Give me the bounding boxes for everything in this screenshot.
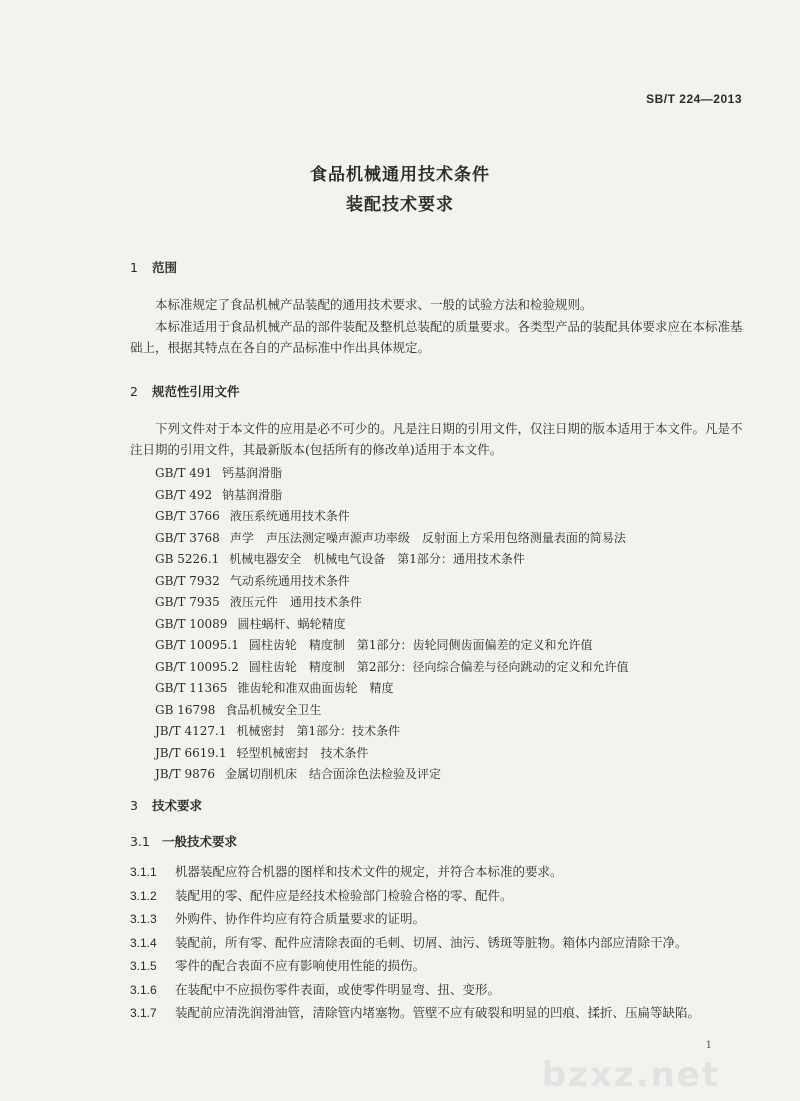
reference-code: GB/T 7932 (155, 573, 220, 588)
section-1-paragraph-1: 本标准规定了食品机械产品装配的通用技术要求、一般的试验方法和检验规则。 (155, 297, 593, 312)
reference-item (155, 765, 441, 782)
requirement-item (130, 886, 513, 904)
requirement-number: 3.1.5 (130, 959, 157, 973)
reference-code: GB/T 10089 (155, 616, 228, 631)
requirement-number: 3.1.3 (130, 912, 157, 926)
reference-item (155, 701, 321, 718)
subsection-3-1-heading: 3.1 一般技术要求 (130, 834, 238, 849)
requirement-item (130, 980, 500, 998)
section-3-heading: 3 技术要求 (130, 798, 203, 813)
document-title: 食品机械通用技术条件 (310, 165, 490, 185)
reference-title: 轻型机械密封 技术条件 (236, 745, 369, 760)
reference-title: 液压元件 通用技术条件 (229, 595, 362, 609)
requirement-number: 3.1.6 (130, 982, 157, 997)
requirement-number: 3.1.1 (130, 865, 157, 879)
requirement-number: 3.1.4 (130, 935, 157, 950)
reference-item (155, 615, 345, 632)
reference-title: 金属切削机床 结合面涂色法检验及评定 (225, 767, 442, 781)
section-2-heading: 2 规范性引用文件 (130, 384, 240, 399)
reference-code: GB/T 492 (155, 487, 213, 502)
reference-code: GB 5226.1 (155, 552, 220, 566)
reference-item (155, 572, 350, 589)
requirement-text: 在装配中不应损伤零件表面，或使零件明显弯、扭、变形。 (175, 981, 501, 997)
reference-item (155, 507, 350, 524)
section-2-intro: 下列文件对于本文件的应用是必不可少的。凡是注日期的引用文件，仅注日期的版本适用于本文件。凡是不注日期的引用文件，其最新版本(包括所有的修改单)适用于本文件。 (130, 421, 743, 457)
reference-title: 声学 声压法测定噪声源声功率级 反射面上方采用包络测量表面的简易法 (229, 530, 626, 545)
requirement-text: 装配前，所有零、配件应清除表面的毛刺、切屑、油污、锈斑等脏物。箱体内部应清除干净。 (175, 934, 688, 950)
requirement-number: 3.1.2 (130, 888, 157, 903)
reference-item (155, 722, 400, 739)
requirement-text: 装配前应清洗润滑油管，清除管内堵塞物。管壁不应有破裂和明显的凹痕、揉折、压扁等缺陷。 (175, 1005, 701, 1020)
reference-code: GB/T 11365 (155, 681, 228, 695)
reference-item (155, 486, 282, 503)
reference-item (155, 464, 282, 481)
requirement-text: 机器装配应符合机器的图样和技术文件的规定，并符合本标准的要求。 (175, 864, 563, 879)
reference-item (155, 529, 626, 546)
requirement-item (130, 956, 425, 974)
requirement-item (130, 909, 425, 927)
reference-code: JB/T 6619.1 (155, 745, 227, 760)
requirement-item (130, 862, 563, 880)
reference-title: 圆柱齿轮 精度制 第1部分：齿轮同侧齿面偏差的定义和允许值 (248, 638, 593, 652)
reference-item (155, 593, 362, 610)
reference-title: 气动系统通用技术条件 (229, 573, 350, 588)
reference-title: 圆柱齿轮 精度制 第2部分：径向综合偏差与径向跳动的定义和允许值 (248, 659, 629, 674)
reference-title: 钠基润滑脂 (222, 487, 283, 502)
requirement-text: 零件的配合表面不应有影响使用性能的损伤。 (175, 958, 426, 973)
requirement-item (130, 1003, 700, 1021)
requirement-text: 外购件、协作件均应有符合质量要求的证明。 (175, 911, 426, 926)
reference-item (155, 744, 369, 761)
reference-item (155, 550, 525, 567)
reference-title: 钙基润滑脂 (222, 466, 283, 480)
reference-item (155, 679, 393, 696)
reference-title: 机械电器安全 机械电气设备 第1部分：通用技术条件 (229, 552, 525, 566)
requirement-number: 3.1.7 (130, 1006, 157, 1020)
reference-title: 锥齿轮和准双曲面齿轮 精度 (237, 681, 394, 695)
page-number: 1 (705, 1040, 712, 1051)
reference-code: GB/T 7935 (155, 595, 220, 609)
reference-code: GB/T 10095.1 (155, 638, 239, 652)
reference-code: GB/T 3766 (155, 509, 220, 523)
reference-title: 液压系统通用技术条件 (229, 509, 350, 523)
reference-code: GB/T 10095.2 (155, 659, 239, 674)
requirement-text: 装配用的零、配件应是经技术检验部门检验合格的零、配件。 (175, 887, 513, 903)
standard-code: SB/T 224—2013 (646, 92, 742, 106)
reference-title: 圆柱蜗杆、蜗轮精度 (237, 616, 346, 631)
reference-item (155, 658, 629, 675)
reference-code: GB 16798 (155, 702, 216, 717)
requirement-item (130, 933, 688, 951)
reference-code: GB/T 3768 (155, 530, 220, 545)
reference-item (155, 636, 593, 653)
reference-code: GB/T 491 (155, 466, 213, 480)
reference-title: 食品机械安全卫生 (225, 702, 322, 717)
reference-code: JB/T 4127.1 (155, 724, 227, 738)
section-1-heading: 1 范围 (130, 260, 178, 275)
section-1-paragraph-2: 本标准适用于食品机械产品的部件装配及整机总装配的质量要求。各类型产品的装配具体要求应在本标准基础上，根据其特点在各自的产品标准中作出具体规定。 (130, 319, 743, 355)
document-subtitle: 装配技术要求 (346, 195, 454, 215)
reference-code: JB/T 9876 (155, 767, 216, 781)
reference-title: 机械密封 第1部分：技术条件 (236, 724, 401, 738)
watermark: bzxz.net (541, 1055, 720, 1095)
